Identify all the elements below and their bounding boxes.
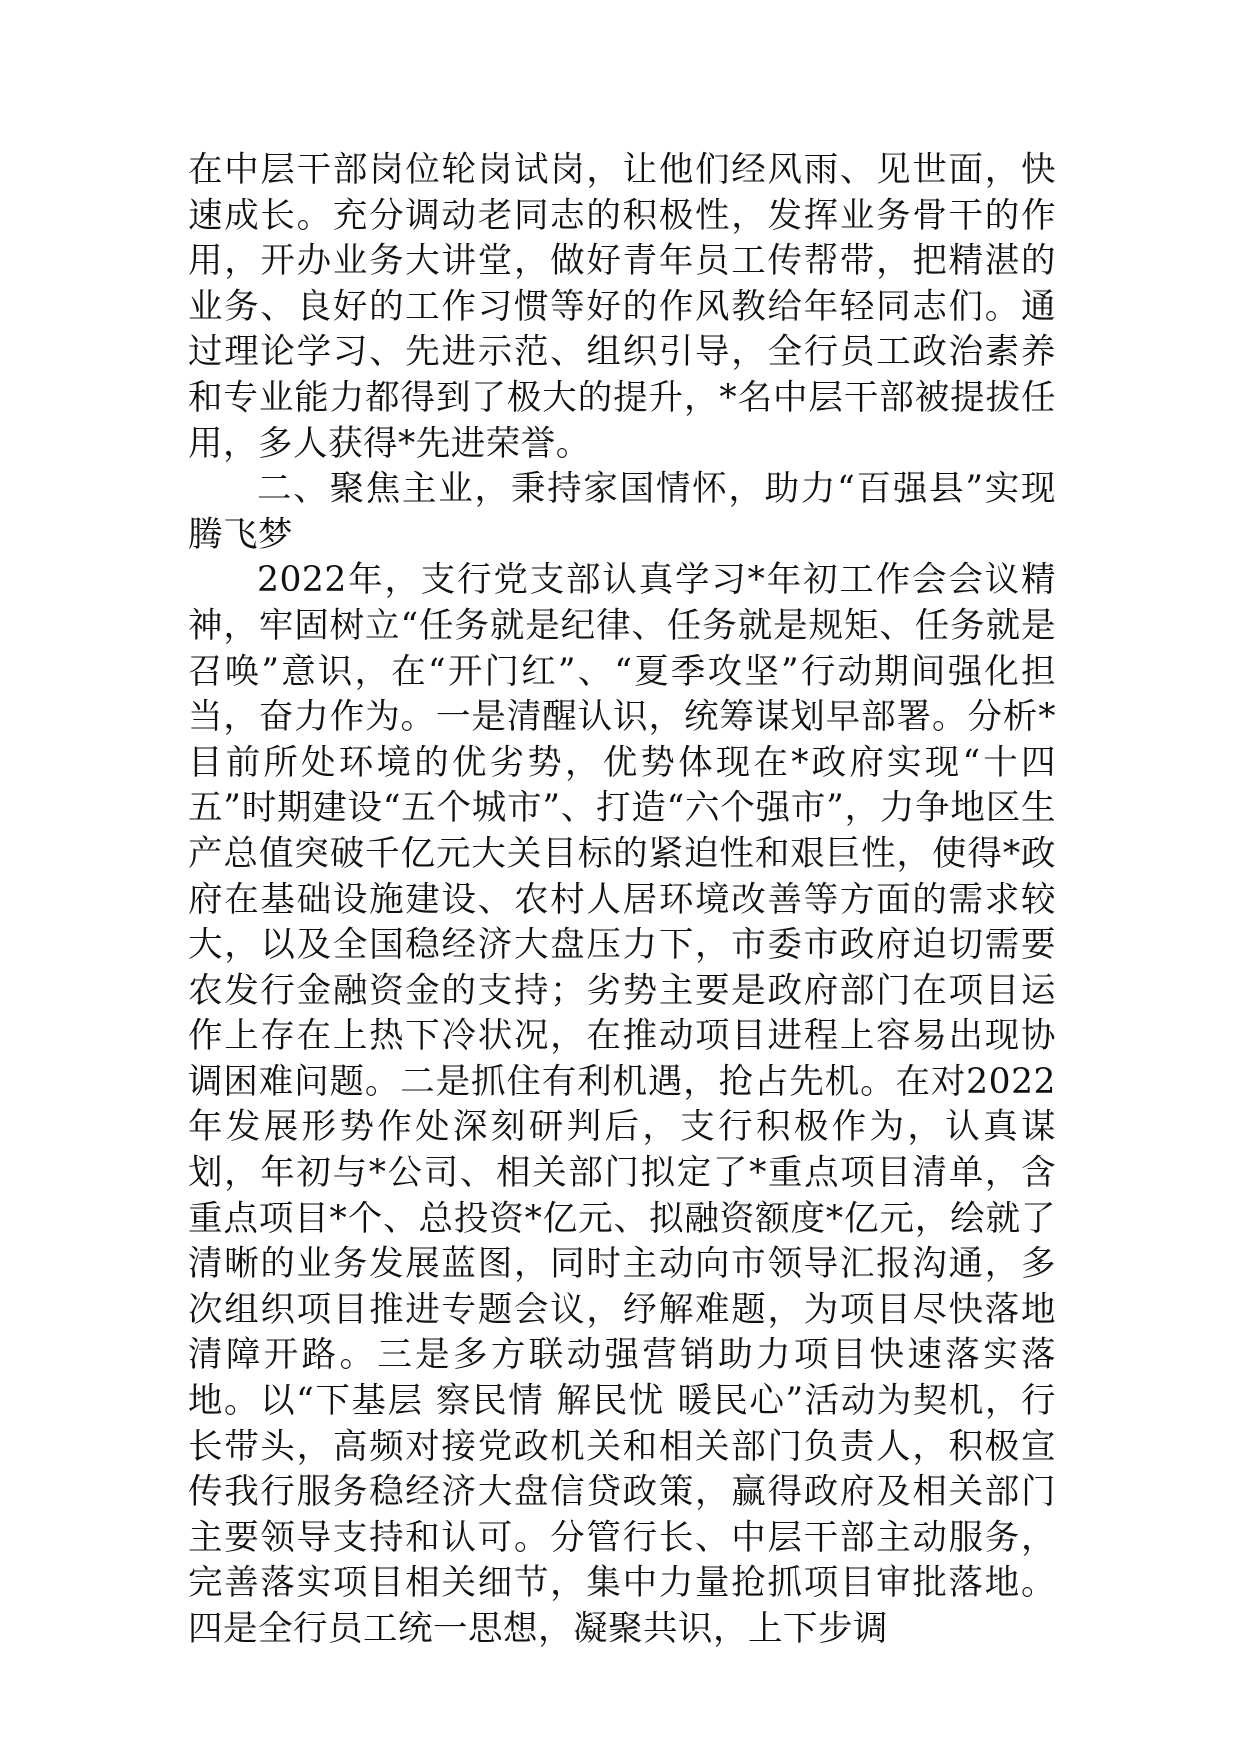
paragraph-continued: 在中层干部岗位轮岗试岗，让他们经风雨、见世面，快速成长。充分调动老同志的积极性，发挥业务骨干的作用，开办业务大讲堂，做好青年员工传帮带，把精湛的业务、良好的工作习惯等好的作风教给年轻同志们。通过理论学习、先进示范、组织引导，全行员工政治素养和专业能力都得到了极大的提升，*名中层干部被提拔任用，多人获得*先进荣誉。 [188,150,1056,464]
paragraph-body: 2022年，支行党支部认真学习*年初工作会会议精神，牢固树立“任务就是纪律、任务就是规矩、任务就是召唤”意识，在“开门红”、“夏季攻坚”行动期间强化担当，奋力作为。一是清醒认识，统筹谋划早部署。分析*目前所处环境的优劣势，优势体现在*政府实现“十四五”时期建设“五个城市”、打造“六个强市”，力争地区生产总值突破千亿元大关目标的紧迫性和艰巨性，使得*政府在基础设施建设、农村人居环境改善等方面的需求较大，以及全国稳经济大盘压力下，市委市政府迫切需要农发行金融资金的支持；劣势主要是政府部门在项目运作上存在上热下冷状况，在推动项目进程上容易出现协调困难问题。二是抓住有利机遇，抢占先机。在对2022年发展形势作处深刻研判后，支行积极作为，认真谋划，年初与*公司、相关部门拟定了*重点项目清单，含重点项目*个、总投资*亿元、拟融资额度*亿元，绘就了清晰的业务发展蓝图，同时主动向市领导汇报沟通，多次组织项目推进专题会议，纾解难题，为项目尽快落地清障开路。三是多方联动强营销助力项目快速落实落地。以“下基层 察民情 解民忧 暖民心”活动为契机，行长带头，高频对接党政机关和相关部门负责人，积极宣传我行服务稳经济大盘信贷政策，赢得政府及相关部门主要领导支持和认可。分管行长、中层干部主动服务，完善落实项目相关细节，集中力量抢抓项目审批落地。四是全行员工统一思想，凝聚共识，上下步调 [188,560,1056,1649]
document-body [188,148,1056,1653]
section-heading: 二、聚焦主业，秉持家国情怀，助力“百强县”实现腾飞梦 [188,469,1056,555]
